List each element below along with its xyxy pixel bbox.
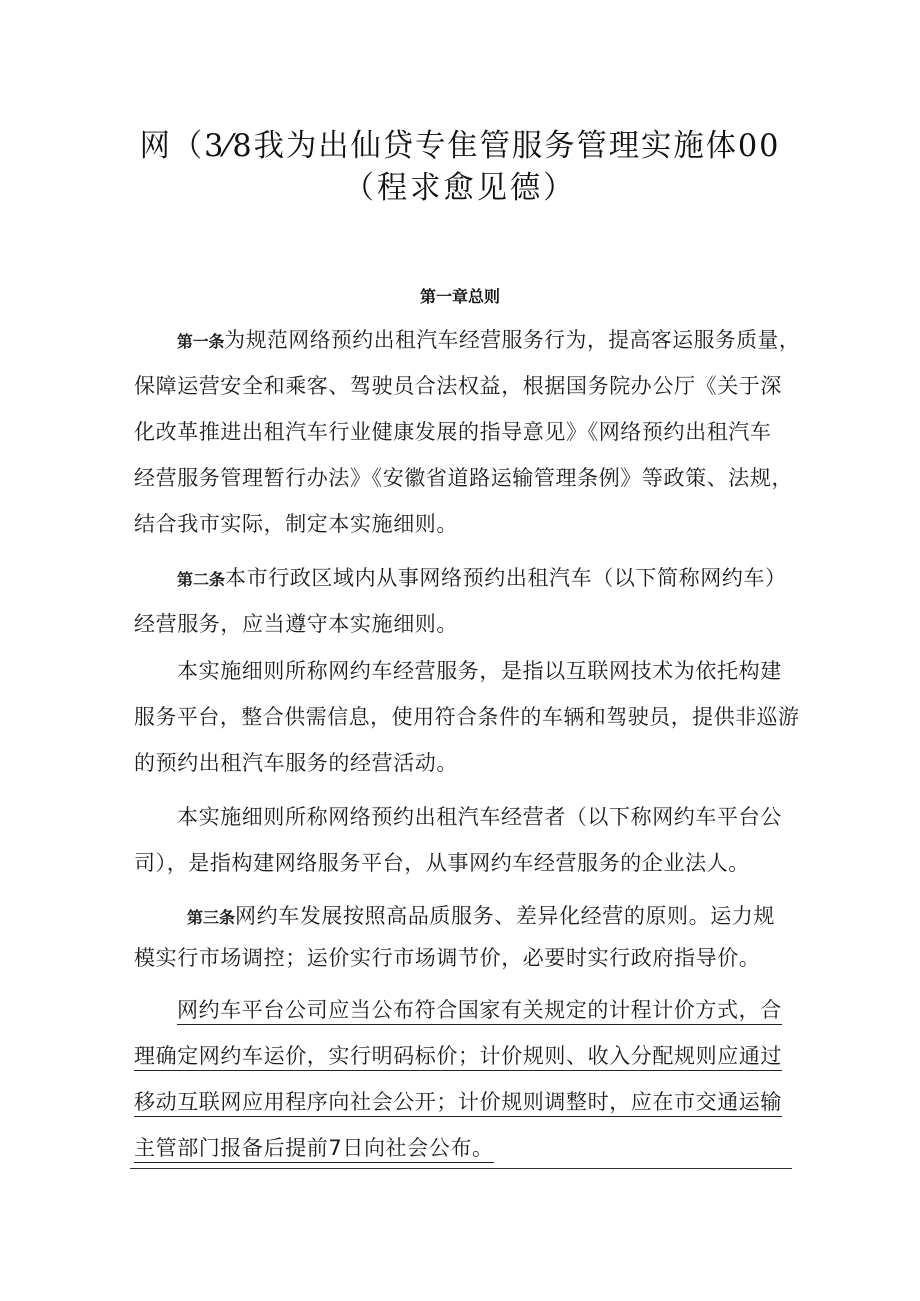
- paragraph-line: 本实施细则所称网络预约出租汽车经营者（以下称网约车平台公: [177, 805, 782, 829]
- paragraph-line: [177, 325, 800, 355]
- paragraph-line: 结合我市实际，制定本实施细则。: [134, 512, 458, 536]
- underlined-text: 理确定网约车运价，实行明码标价；计价规则、收入分配规则应通过: [134, 1044, 782, 1071]
- underlined-text: 移动互联网应用程序向社会公开；计价规则调整时，应在市交通运输: [134, 1090, 782, 1117]
- paragraph-line: 本实施细则所称网约车经营服务，是指以互联网技术为依托构建: [177, 659, 782, 683]
- paragraph-line: 经营服务，应当遵守本实施细则。: [134, 612, 458, 636]
- section-divider: [130, 1168, 792, 1169]
- paragraph-line-underlined: [134, 1087, 782, 1117]
- paragraph-line: 保障运营安全和乘客、驾驶员合法权益，根据国务院办公厅《关于深: [134, 374, 782, 398]
- underlined-text: 主管部门报备后提前7日向社会公布。: [134, 1136, 494, 1163]
- document-title-line-1: 网（3⁄8我为出仙贷专隹管服务管理实施体00: [139, 128, 781, 164]
- paragraph-line: 化改革推进出租汽车行业健康发展的指导意见》《网络预约出租汽车: [134, 420, 772, 444]
- article-label: 第一条: [177, 332, 225, 351]
- paragraph-line-underlined: [134, 1041, 782, 1071]
- paragraph-line: 模实行市场调控；运价实行市场调节价，必要时实行政府指导价。: [134, 946, 761, 970]
- paragraph-line: 司），是指构建网络服务平台，从事网约车经营服务的企业法人。: [134, 851, 750, 875]
- article-label: 第二条: [177, 570, 226, 589]
- paragraph-line: [177, 563, 787, 593]
- line-text: 本市行政区域内从事网络预约出租汽车（以下简称网约车）: [225, 566, 787, 590]
- paragraph-line: 服务平台，整合供需信息，使用符合条件的车辆和驾驶员，提供非巡游: [134, 705, 800, 729]
- chapter-heading: 第一章总则: [419, 287, 500, 306]
- line-text: 网约车发展按照高品质服务、差异化经营的原则。运力规: [235, 904, 776, 928]
- paragraph-line: 经营服务管理暂行办法》《安徽省道路运输管理条例》等政策、法规，: [134, 466, 794, 490]
- line-text: 为规范网络预约出租汽车经营服务行为，提高客运服务质量，: [224, 328, 801, 352]
- paragraph-line-underlined: [177, 995, 782, 1025]
- paragraph-line: 的预约出租汽车服务的经营活动。: [134, 751, 458, 775]
- underlined-text: 网约车平台公司应当公布符合国家有关规定的计程计价方式，合: [177, 998, 782, 1025]
- paragraph-line: [187, 901, 775, 931]
- article-label: 第三条: [187, 908, 236, 927]
- document-title-line-2: （程求愈见德）: [343, 170, 577, 206]
- paragraph-line-underlined: [134, 1133, 494, 1163]
